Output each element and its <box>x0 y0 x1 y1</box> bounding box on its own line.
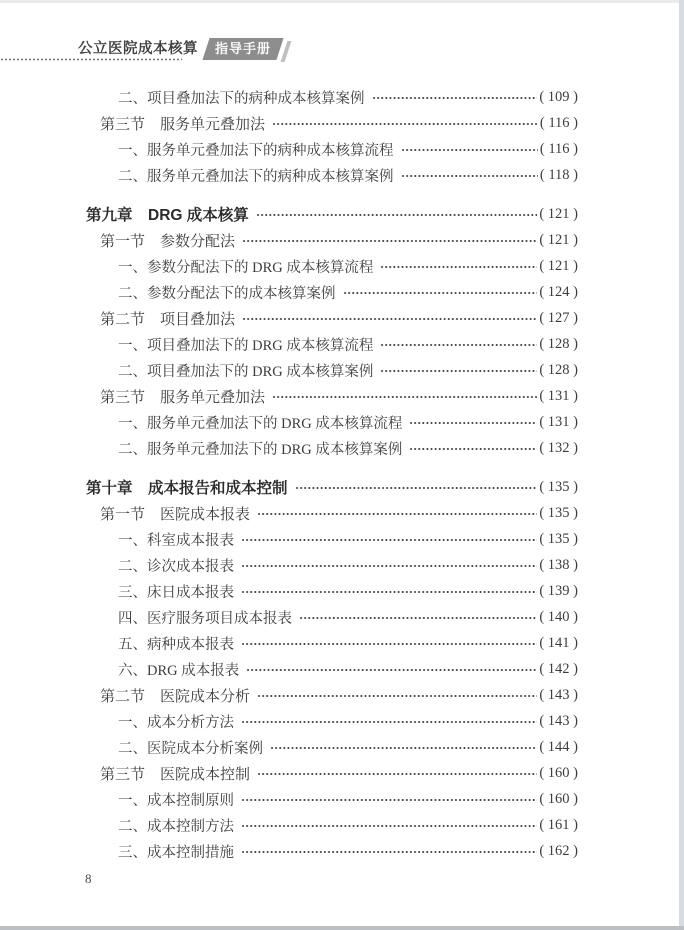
toc-entry-page: ( 140 ) <box>539 608 578 625</box>
dot-leader <box>241 838 537 864</box>
toc-entry-title: 第三节 医院成本控制 <box>100 766 251 783</box>
dot-leader <box>270 734 537 760</box>
toc-entry <box>86 435 578 461</box>
toc-entry-title: 二、参数分配法下的成本核算案例 <box>118 285 336 302</box>
page-number: 8 <box>85 871 92 886</box>
toc-entry-title: 二、项目叠加法下的病种成本核算案例 <box>118 90 365 107</box>
toc-entry-page: ( 116 ) <box>539 140 578 157</box>
toc-entry <box>86 84 578 110</box>
toc-entry <box>86 630 578 656</box>
toc-entry <box>86 838 578 864</box>
toc-entry-page: ( 121 ) <box>539 205 578 222</box>
dot-leader <box>256 201 538 227</box>
guide-manual-badge <box>202 38 283 60</box>
dot-leader <box>257 760 537 786</box>
dot-leader <box>372 84 538 110</box>
dot-leader <box>241 630 537 656</box>
toc-entry-title: 一、成本控制原则 <box>118 792 234 809</box>
toc-entry-page: ( 135 ) <box>539 530 578 547</box>
toc-entry-page: ( 132 ) <box>539 439 578 456</box>
dot-leader <box>241 552 537 578</box>
toc-entry-page: ( 131 ) <box>539 413 578 430</box>
toc-entry <box>86 708 578 734</box>
toc-entry <box>86 136 578 162</box>
toc-entry-page: ( 128 ) <box>539 335 578 352</box>
toc-entry <box>86 474 578 500</box>
toc-entry-title: 三、床日成本报表 <box>118 584 234 601</box>
scan-edge-top <box>0 0 684 3</box>
toc-entry-page: ( 131 ) <box>539 387 578 404</box>
dot-leader <box>401 162 538 188</box>
toc-entry-title: 一、服务单元叠加法下的 DRG 成本核算流程 <box>118 415 403 432</box>
dot-leader <box>299 604 537 630</box>
toc-entry-title: 四、医疗服务项目成本报表 <box>118 610 292 627</box>
toc-entry-page: ( 161 ) <box>539 816 578 833</box>
toc-entry-page: ( 121 ) <box>539 231 578 248</box>
toc-entry <box>86 734 578 760</box>
toc-entry <box>86 656 578 682</box>
toc-entry-title: 二、诊次成本报表 <box>118 558 234 575</box>
toc-entry <box>86 253 578 279</box>
toc-entry <box>86 604 578 630</box>
toc-entry <box>86 760 578 786</box>
toc-entry-title: 二、医院成本分析案例 <box>118 740 263 757</box>
toc-entry <box>86 578 578 604</box>
toc-entry <box>86 786 578 812</box>
dot-leader <box>241 708 537 734</box>
dot-leader <box>272 110 538 136</box>
toc-entry-page: ( 162 ) <box>539 842 578 859</box>
toc-entry <box>86 331 578 357</box>
dot-leader <box>380 253 537 279</box>
dot-leader <box>343 279 538 305</box>
toc-entry-page: ( 127 ) <box>539 309 578 326</box>
toc-entry <box>86 357 578 383</box>
dot-leader <box>272 383 537 409</box>
badge-label: 指导手册 <box>215 41 272 56</box>
toc-entry-page: ( 124 ) <box>539 283 578 300</box>
toc-entry-page: ( 141 ) <box>539 634 578 651</box>
toc-entry-title: 第三节 服务单元叠加法 <box>100 116 266 133</box>
toc-entry <box>86 305 578 331</box>
toc-entry-page: ( 138 ) <box>539 556 578 573</box>
toc-entry <box>86 162 578 188</box>
dot-leader <box>380 331 537 357</box>
toc-entry-page: ( 135 ) <box>539 504 578 521</box>
toc-entry <box>86 812 578 838</box>
toc-entry-page: ( 109 ) <box>539 88 578 105</box>
toc-entry-title: 二、项目叠加法下的 DRG 成本核算案例 <box>118 363 374 380</box>
toc-entry-title: 第一节 参数分配法 <box>100 233 236 250</box>
toc-entry-page: ( 160 ) <box>539 790 578 807</box>
toc-entry-page: ( 128 ) <box>539 361 578 378</box>
scan-edge-right <box>679 0 684 930</box>
toc-entry <box>86 500 578 526</box>
toc-entry-title: 第九章 DRG 成本核算 <box>86 207 249 224</box>
toc-entry-page: ( 144 ) <box>539 738 578 755</box>
toc-entry-title: 第二节 医院成本分析 <box>100 688 251 705</box>
toc-entry-title: 一、服务单元叠加法下的病种成本核算流程 <box>118 142 394 159</box>
dot-leader <box>241 578 537 604</box>
toc-entry <box>86 409 578 435</box>
dot-leader <box>242 305 537 331</box>
toc-entry-title: 五、病种成本报表 <box>118 636 234 653</box>
page-header <box>78 38 288 62</box>
toc-entry-title: 第二节 项目叠加法 <box>100 311 236 328</box>
toc-entry-title: 一、科室成本报表 <box>118 532 234 549</box>
dot-leader <box>401 136 538 162</box>
toc-entry-page: ( 143 ) <box>539 712 578 729</box>
toc-entry-title: 第十章 成本报告和成本控制 <box>86 480 288 497</box>
dot-leader <box>246 656 537 682</box>
toc-entry-page: ( 118 ) <box>539 166 578 183</box>
dot-leader <box>380 357 537 383</box>
toc-entry-title: 一、参数分配法下的 DRG 成本核算流程 <box>118 259 374 276</box>
dot-leader <box>257 500 537 526</box>
toc-list <box>86 84 578 864</box>
toc-entry-title: 一、项目叠加法下的 DRG 成本核算流程 <box>118 337 374 354</box>
toc-entry-title: 二、服务单元叠加法下的 DRG 成本核算案例 <box>118 441 403 458</box>
toc-entry-page: ( 139 ) <box>539 582 578 599</box>
dot-leader <box>409 409 537 435</box>
scan-edge-bottom <box>0 926 684 930</box>
toc-entry-title: 二、成本控制方法 <box>118 818 234 835</box>
toc-entry-title: 一、成本分析方法 <box>118 714 234 731</box>
toc-entry <box>86 383 578 409</box>
dot-leader <box>409 435 537 461</box>
badge-tail-stripe <box>281 41 292 62</box>
toc-entry-title: 第一节 医院成本报表 <box>100 506 251 523</box>
toc-entry <box>86 682 578 708</box>
toc-entry <box>86 552 578 578</box>
toc-entry-page: ( 160 ) <box>539 764 578 781</box>
toc-entry-title: 三、成本控制措施 <box>118 844 234 861</box>
dot-leader <box>241 812 537 838</box>
toc-entry-title: 六、DRG 成本报表 <box>118 662 240 679</box>
toc-entry-page: ( 135 ) <box>539 478 578 495</box>
dot-leader <box>295 474 538 500</box>
toc-entry-page: ( 143 ) <box>539 686 578 703</box>
toc-entry <box>86 201 578 227</box>
toc-entry <box>86 526 578 552</box>
toc-entry <box>86 110 578 136</box>
toc-entry <box>86 227 578 253</box>
toc-entry-page: ( 121 ) <box>539 257 578 274</box>
dot-leader <box>242 227 537 253</box>
dot-leader <box>241 786 537 812</box>
dot-leader <box>241 526 537 552</box>
toc-entry-page: ( 142 ) <box>539 660 578 677</box>
toc-entry <box>86 279 578 305</box>
toc-entry-title: 第三节 服务单元叠加法 <box>100 389 266 406</box>
book-title: 公立医院成本核算 <box>78 41 198 57</box>
toc-entry-title: 二、服务单元叠加法下的病种成本核算案例 <box>118 168 394 185</box>
toc-entry-page: ( 116 ) <box>539 114 578 131</box>
dot-leader <box>257 682 537 708</box>
